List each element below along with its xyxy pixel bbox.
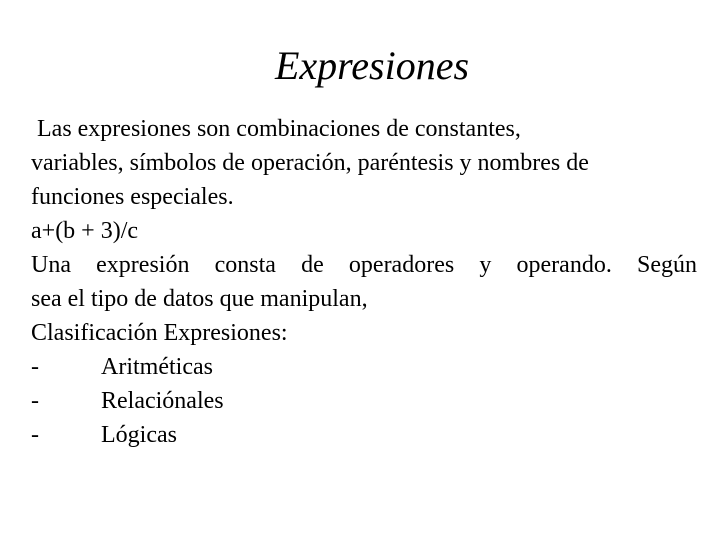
- classification-item: [31, 350, 697, 384]
- dash-marker: -: [31, 388, 39, 414]
- paragraph-line: Las expresiones son combinaciones de constantes,: [37, 116, 521, 142]
- paragraph-line: sea el tipo de datos que manipulan,: [31, 286, 368, 312]
- classification-label: Aritméticas: [101, 354, 213, 380]
- example-expression: a+(b + 3)/c: [31, 218, 139, 244]
- dash-marker: -: [31, 422, 39, 448]
- classification-label: Lógicas: [101, 422, 177, 448]
- slide-body: [31, 112, 697, 452]
- paragraph-line: variables, símbolos de operación, paréntesis y nombres de: [31, 150, 589, 176]
- classification-heading: Clasificación Expresiones:: [31, 320, 288, 346]
- dash-marker: -: [31, 354, 39, 380]
- classification-label: Relaciónales: [101, 388, 224, 414]
- paragraph-line: funciones especiales.: [31, 184, 234, 210]
- slide-title: Expresiones: [274, 43, 470, 88]
- paragraph-line: Una expresión consta de operadores y operando. Según: [31, 252, 697, 278]
- classification-item: [31, 384, 697, 418]
- classification-item: [31, 418, 697, 452]
